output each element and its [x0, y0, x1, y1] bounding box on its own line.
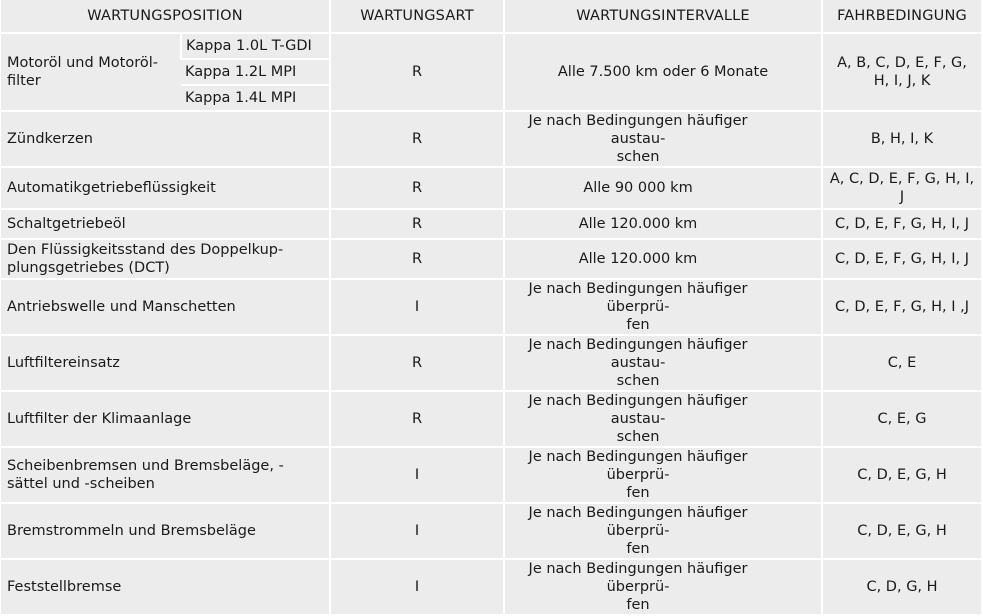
- cell-art: R: [330, 209, 504, 239]
- table-row: [1, 559, 981, 615]
- cell-art: R: [330, 239, 504, 279]
- table-row: [1, 111, 981, 167]
- cell-art: I: [330, 279, 504, 335]
- cell-position: Automatikgetriebeflüssigkeit: [1, 167, 330, 209]
- cell-art: I: [330, 503, 504, 559]
- table-row: [1, 209, 981, 239]
- table-row: [1, 447, 981, 503]
- table-row: [1, 33, 981, 59]
- cell-position: Luftfilter der Klimaanlage: [1, 391, 330, 447]
- cell-position: Zündkerzen: [1, 111, 330, 167]
- cell-position: Luftfiltereinsatz: [1, 335, 330, 391]
- cell-interval: Je nach Bedingungen häufiger austau- schen: [504, 391, 822, 447]
- cell-art: I: [330, 447, 504, 503]
- cell-position: Motoröl und Motoröl- filter: [1, 33, 181, 111]
- cell-art: I: [330, 559, 504, 615]
- cell-art: R: [330, 167, 504, 209]
- table-row: [1, 503, 981, 559]
- cell-condition: C, D, E, G, H: [822, 503, 981, 559]
- table-row: [1, 239, 981, 279]
- cell-condition: C, D, E, G, H: [822, 447, 981, 503]
- cell-art: R: [330, 391, 504, 447]
- cell-position: Schaltgetriebeöl: [1, 209, 330, 239]
- maintenance-table: [1, 0, 981, 616]
- cell-art: R: [330, 335, 504, 391]
- cell-condition: C, D, E, F, G, H, I, J: [822, 209, 981, 239]
- cell-interval: Je nach Bedingungen häufiger überprü- fen: [504, 503, 822, 559]
- cell-condition: C, D, G, H: [822, 559, 981, 615]
- cell-art: R: [330, 33, 504, 111]
- cell-interval: Alle 120.000 km: [504, 239, 822, 279]
- cell-condition: C, E: [822, 335, 981, 391]
- cell-position: Scheibenbremsen und Bremsbeläge, - sättel und -scheiben: [1, 447, 330, 503]
- cell-position: Den Flüssigkeitsstand des Doppelkup- plungsgetriebes (DCT): [1, 239, 330, 279]
- cell-interval: Je nach Bedingungen häufiger überprü- fen: [504, 447, 822, 503]
- table-row: [1, 391, 981, 447]
- cell-position: Antriebswelle und Manschetten: [1, 279, 330, 335]
- cell-interval: Alle 90 000 km: [504, 167, 822, 209]
- cell-condition: B, H, I, K: [822, 111, 981, 167]
- cell-condition: C, E, G: [822, 391, 981, 447]
- table-row: [1, 279, 981, 335]
- cell-interval: Je nach Bedingungen häufiger überprü- fen: [504, 279, 822, 335]
- cell-interval: Je nach Bedingungen häufiger überprü- fen: [504, 559, 822, 615]
- cell-position: Feststellbremse: [1, 559, 330, 615]
- cell-position: Bremstrommeln und Bremsbeläge: [1, 503, 330, 559]
- cell-interval: Alle 120.000 km: [504, 209, 822, 239]
- cell-engine: Kappa 1.0L T-GDI: [181, 33, 330, 59]
- header-position: WARTUNGSPOSITION: [1, 0, 330, 33]
- cell-engine: Kappa 1.4L MPI: [181, 85, 330, 111]
- cell-art: R: [330, 111, 504, 167]
- cell-condition: C, D, E, F, G, H, I ,J: [822, 279, 981, 335]
- cell-condition: C, D, E, F, G, H, I, J: [822, 239, 981, 279]
- header-art: WARTUNGSART: [330, 0, 504, 33]
- table-row: [1, 167, 981, 209]
- cell-condition: A, B, C, D, E, F, G, H, I, J, K: [822, 33, 981, 111]
- cell-condition: A, C, D, E, F, G, H, I, J: [822, 167, 981, 209]
- cell-interval: Je nach Bedingungen häufiger austau- schen: [504, 335, 822, 391]
- header-interval: WARTUNGSINTERVALLE: [504, 0, 822, 33]
- cell-interval: Je nach Bedingungen häufiger austau- schen: [504, 111, 822, 167]
- header-condition: FAHRBEDINGUNG: [822, 0, 981, 33]
- table-header-row: [1, 0, 981, 33]
- cell-interval: Alle 7.500 km oder 6 Monate: [504, 33, 822, 111]
- cell-engine: Kappa 1.2L MPI: [181, 59, 330, 85]
- table-row: [1, 335, 981, 391]
